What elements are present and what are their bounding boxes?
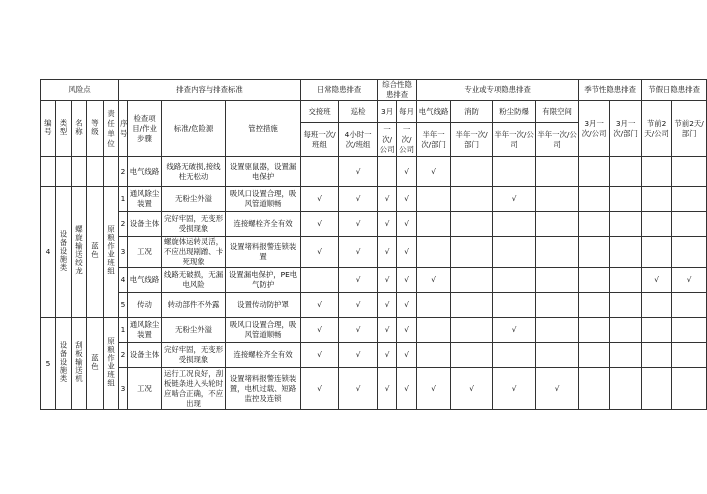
risk-no: 4 [41, 187, 56, 318]
risk-name: 螺旋输送绞龙 [72, 187, 87, 318]
risk-point-header: 风险点 [41, 80, 119, 101]
col-item: 检查项目/作业步骤 [128, 101, 162, 157]
risk-level: 蓝色 [87, 318, 104, 410]
table-row [41, 343, 707, 368]
risk-name: 刮板输送机 [72, 318, 87, 410]
check-mark: √ [301, 318, 339, 343]
check-mark: √ [397, 212, 417, 237]
check-mark: √ [339, 343, 378, 368]
check-mark: √ [397, 318, 417, 343]
check-mark: √ [301, 237, 339, 268]
risk-level: 蓝色 [87, 187, 104, 318]
row-seq: 2 [119, 157, 128, 187]
row-standard: 螺旋体运转灵活，不应出现剐蹭、卡死现象 [162, 237, 226, 268]
check-mark: √ [301, 343, 339, 368]
row-item: 工况 [128, 368, 162, 410]
row-control: 设置驱鼠器，设置漏电保护 [226, 157, 301, 187]
row-item: 工况 [128, 237, 162, 268]
check-mark: √ [378, 293, 397, 318]
risk-unit: 原粮作业班组 [104, 318, 119, 410]
check-mark: √ [493, 187, 536, 212]
col-level: 等级 [87, 101, 104, 157]
row-control: 吸风口设置合理，吸风管道顺畅 [226, 318, 301, 343]
sub-electric: 电气线路 [417, 101, 451, 123]
check-mark: √ [339, 212, 378, 237]
freq-m3: 一次/公司 [378, 123, 397, 157]
row-control: 连接螺栓齐全有效 [226, 343, 301, 368]
col-control: 管控措施 [226, 101, 301, 157]
freq-fire: 半年一次/部门 [451, 123, 493, 157]
row-seq: 1 [119, 318, 128, 343]
check-mark: √ [493, 318, 536, 343]
check-mark: √ [672, 268, 707, 293]
row-control: 设置传动防护罩 [226, 293, 301, 318]
check-mark: √ [339, 318, 378, 343]
check-mark: √ [378, 237, 397, 268]
check-mark: √ [378, 187, 397, 212]
table-row [41, 293, 707, 318]
sub-seasonal-2: 3月一次/部门 [610, 101, 642, 157]
freq-patrol: 4小时一次/班组 [339, 123, 378, 157]
row-item: 通风除尘装置 [128, 187, 162, 212]
row-seq: 5 [119, 293, 128, 318]
row-control: 吸风口设置合理，吸风管道顺畅 [226, 187, 301, 212]
row-item: 电气线路 [128, 157, 162, 187]
holiday-header: 节假日隐患排查 [642, 80, 707, 101]
check-mark: √ [301, 187, 339, 212]
table-row [41, 368, 707, 410]
check-mark: √ [397, 157, 417, 187]
table-row [41, 157, 707, 187]
col-name: 名称 [72, 101, 87, 157]
row-control: 设置漏电保护，PE电气防护 [226, 268, 301, 293]
row-seq: 3 [119, 237, 128, 268]
row-control: 设置堵料报警连锁装置，电机过载、短路监控及连锁 [226, 368, 301, 410]
check-mark: √ [451, 368, 493, 410]
row-control: 设置堵料报警连锁装置 [226, 237, 301, 268]
check-mark: √ [397, 293, 417, 318]
freq-dust: 半年一次/公司 [493, 123, 536, 157]
row-standard: 无粉尘外溢 [162, 187, 226, 212]
check-mark: √ [339, 237, 378, 268]
row-seq: 2 [119, 212, 128, 237]
freq-handover: 每班一次/班组 [301, 123, 339, 157]
sub-m3: 3月 [378, 101, 397, 123]
daily-header: 日常隐患排查 [301, 80, 378, 101]
check-mark: √ [339, 368, 378, 410]
special-header: 专业或专项隐患排查 [417, 80, 579, 101]
check-mark: √ [301, 212, 339, 237]
check-mark: √ [397, 187, 417, 212]
check-mark: √ [417, 268, 451, 293]
row-standard: 完好牢固，无变形受损现象 [162, 212, 226, 237]
table-row [41, 318, 707, 343]
check-mark: √ [642, 268, 672, 293]
check-mark: √ [378, 268, 397, 293]
row-standard: 完好牢固，无变形受损现象 [162, 343, 226, 368]
row-standard: 转动部件不外露 [162, 293, 226, 318]
check-mark: √ [301, 293, 339, 318]
comprehensive-header: 综合性隐患排查 [378, 80, 417, 101]
table-row [41, 268, 707, 293]
sub-confined: 有限空间 [536, 101, 579, 123]
check-mark: √ [378, 318, 397, 343]
check-mark: √ [397, 237, 417, 268]
risk-unit: 原粮作业班组 [104, 187, 119, 318]
freq-monthly: 一次/公司 [397, 123, 417, 157]
sub-fire: 消防 [451, 101, 493, 123]
risk-type: 设备设施类 [56, 187, 72, 318]
row-standard: 运行工况良好，刮板链条进入头轮时应啮合正确，不应出现 [162, 368, 226, 410]
row-seq: 2 [119, 343, 128, 368]
row-seq: 1 [119, 187, 128, 212]
check-mark: √ [397, 368, 417, 410]
table-row [41, 187, 707, 212]
freq-electric: 半年一次/部门 [417, 123, 451, 157]
row-seq: 3 [119, 368, 128, 410]
risk-no: 5 [41, 318, 56, 410]
seasonal-header: 季节性隐患排查 [579, 80, 642, 101]
check-mark: √ [493, 368, 536, 410]
check-mark: √ [397, 268, 417, 293]
sub-holiday-1: 节前2天/公司 [642, 101, 672, 157]
row-seq: 4 [119, 268, 128, 293]
inspect-content-header: 排查内容与排查标准 [119, 80, 301, 101]
sub-patrol: 巡检 [339, 101, 378, 123]
sub-holiday-2: 节前2天/部门 [672, 101, 707, 157]
table-row [41, 212, 707, 237]
freq-confined: 半年一次/公司 [536, 123, 579, 157]
check-mark: √ [339, 268, 378, 293]
sub-monthly: 每月 [397, 101, 417, 123]
row-control: 连接螺栓齐全有效 [226, 212, 301, 237]
check-mark: √ [301, 368, 339, 410]
row-item: 设备主体 [128, 343, 162, 368]
check-mark: √ [378, 343, 397, 368]
col-type: 类型 [56, 101, 72, 157]
check-mark: √ [417, 368, 451, 410]
check-mark: √ [397, 343, 417, 368]
check-mark: √ [378, 212, 397, 237]
check-mark: √ [339, 157, 378, 187]
check-mark: √ [417, 157, 451, 187]
sub-seasonal-1: 3月一次/公司 [579, 101, 610, 157]
col-no: 编号 [41, 101, 56, 157]
check-mark: √ [339, 293, 378, 318]
row-item: 传动 [128, 293, 162, 318]
hazard-inspection-table [40, 79, 707, 410]
risk-type: 设备设施类 [56, 318, 72, 410]
row-item: 设备主体 [128, 212, 162, 237]
sub-dust: 粉尘防爆 [493, 101, 536, 123]
check-mark: √ [378, 368, 397, 410]
check-mark: √ [536, 368, 579, 410]
table-row [41, 237, 707, 268]
row-standard: 线路无破损,接线柱无松动 [162, 157, 226, 187]
row-standard: 无粉尘外溢 [162, 318, 226, 343]
col-standard: 标准/危险源 [162, 101, 226, 157]
sub-handover: 交接班 [301, 101, 339, 123]
row-item: 电气线路 [128, 268, 162, 293]
check-mark: √ [339, 187, 378, 212]
row-standard: 线路无破损，无漏电风险 [162, 268, 226, 293]
col-seq: 序号 [119, 101, 128, 157]
row-item: 通风除尘装置 [128, 318, 162, 343]
col-unit: 责任单位 [104, 101, 119, 157]
